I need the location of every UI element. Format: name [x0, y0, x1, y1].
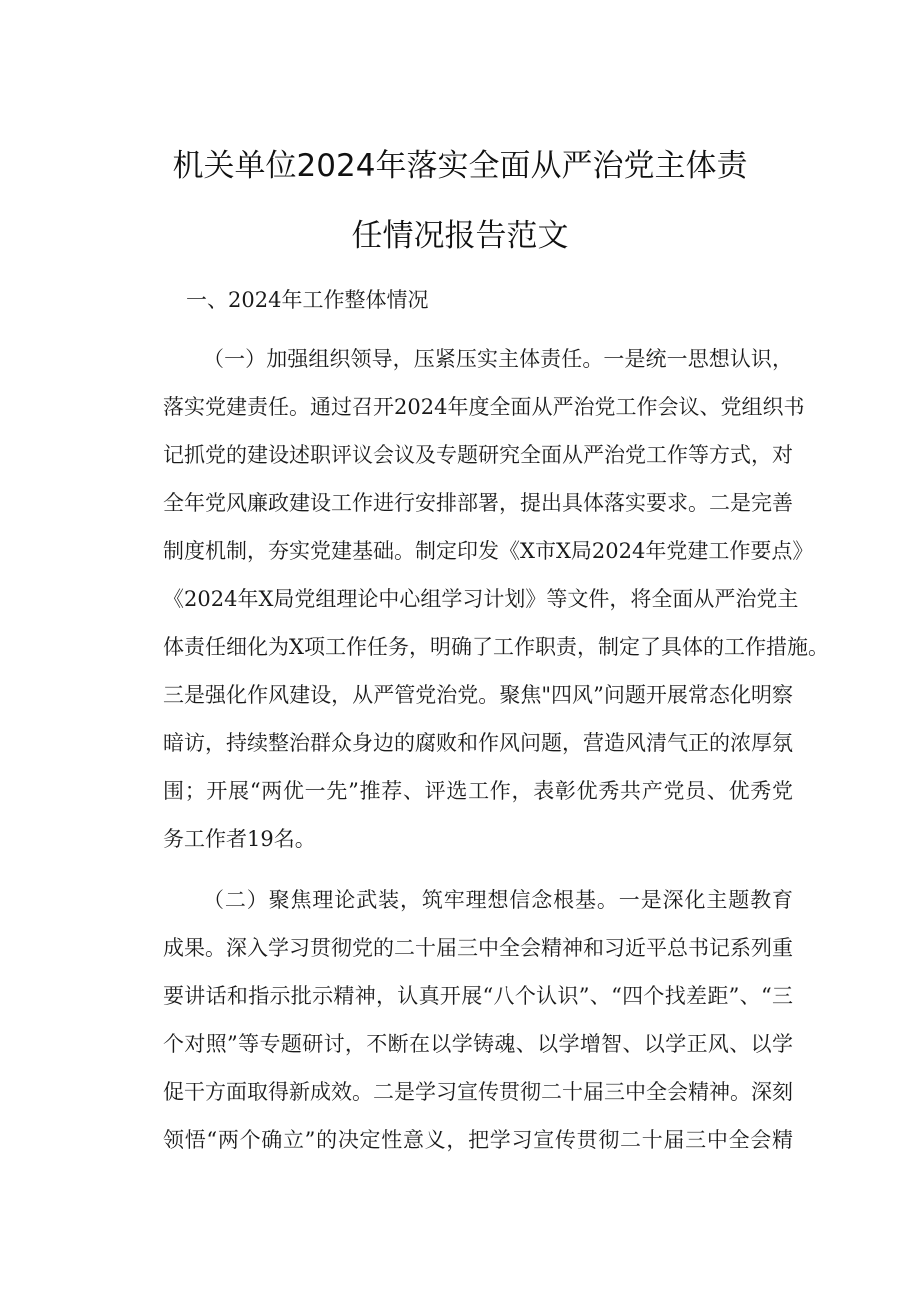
paragraph-2-line: 个对照”等专题研讨，不断在以学铸魂、以学增智、以学正风、以学 [163, 1032, 793, 1056]
paragraph-1-line: 务工作者19名。 [163, 827, 316, 851]
paragraph-1-line: 制度机制，夯实党建基础。制定印发《X市X局2024年党建工作要点》 [163, 539, 814, 563]
paragraph-1-line: 《2024年X局党组理论中心组学习计划》等文件，将全面从严治党主 [163, 587, 799, 611]
paragraph-1-line: 落实党建责任。通过召开2024年度全面从严治党工作会议、党组织书 [163, 395, 805, 419]
paragraph-2-line: 成果。深入学习贯彻党的二十届三中全会精神和习近平总书记系列重 [163, 936, 793, 960]
paragraph-1-line: 暗访，持续整治群众身边的腐败和作风问题，营造风清气正的浓厚氛 [163, 731, 793, 755]
document-title-line-1: 机关单位2024年落实全面从严治党主体责 [172, 148, 748, 184]
paragraph-2-line: 领悟“两个确立”的决定性意义，把学习宣传贯彻二十届三中全会精 [163, 1128, 793, 1152]
paragraph-2-line: 促干方面取得新成效。二是学习宣传贯彻二十届三中全会精神。深刻 [163, 1080, 793, 1104]
paragraph-1-line: （一）加强组织领导，压紧压实主体责任。一是统一思想认识， [203, 347, 793, 371]
paragraph-1-line: 全年党风廉政建设工作进行安排部署，提出具体落实要求。二是完善 [163, 491, 793, 515]
paragraph-1-line: 围；开展“两优一先”推荐、评选工作，表彰优秀共产党员、优秀党 [163, 779, 793, 803]
paragraph-1-line: 三是强化作风建设，从严管党治党。聚焦"四风”问题开展常态化明察 [163, 683, 793, 707]
section-heading: 一、2024年工作整体情况 [186, 288, 429, 312]
paragraph-2-line: （二）聚焦理论武装，筑牢理想信念根基。一是深化主题教育 [203, 888, 793, 912]
paragraph-1-line: 记抓党的建设述职评议会议及专题研究全面从严治党工作等方式，对 [163, 443, 793, 467]
paragraph-2-line: 要讲话和指示批示精神，认真开展“八个认识”、“四个找差距”、“三 [163, 984, 793, 1008]
document-title-line-2: 任情况报告范文 [351, 218, 569, 254]
paragraph-1-line: 体责任细化为X项工作任务，明确了工作职责，制定了具体的工作措施。 [163, 635, 829, 659]
